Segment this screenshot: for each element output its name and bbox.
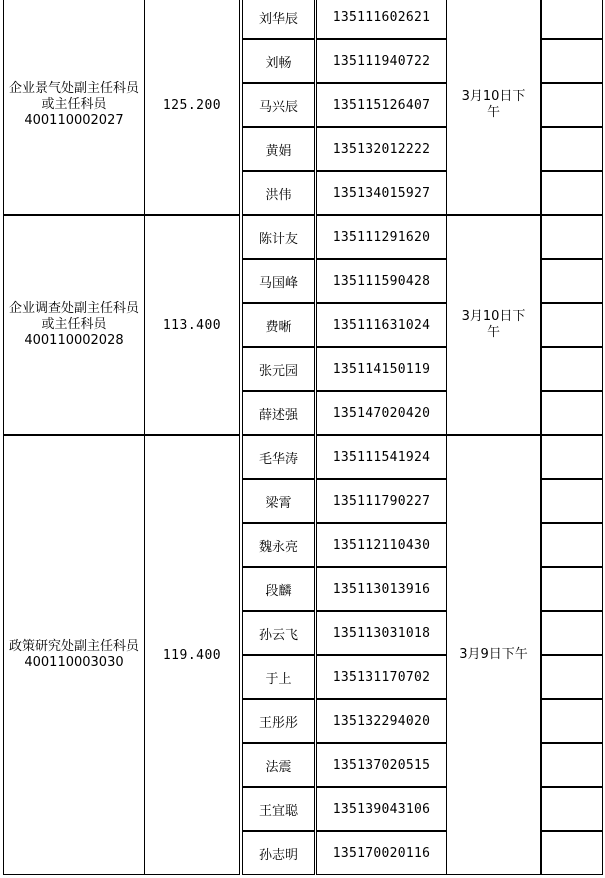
candidate-name-cell [242, 215, 315, 259]
candidate-name-cell [242, 787, 315, 831]
candidate-number-cell-text: 135113013916 [332, 581, 431, 597]
candidate-number-cell [316, 83, 447, 127]
candidate-number-cell [316, 655, 447, 699]
candidate-name-cell [242, 655, 315, 699]
candidate-number-cell [316, 215, 447, 259]
candidate-number-cell-text: 135115126407 [332, 97, 431, 113]
remark-cell [541, 699, 603, 743]
remark-cell [541, 303, 603, 347]
min-score-cell [144, 0, 240, 215]
candidate-name-cell [242, 83, 315, 127]
candidate-name-cell-text: 王宜聪 [258, 803, 298, 819]
candidate-number-cell-text: 135147020420 [332, 405, 431, 421]
candidate-name-cell [242, 523, 315, 567]
candidate-number-cell [316, 435, 447, 479]
candidate-name-cell-text: 张元园 [258, 363, 298, 379]
candidate-name-cell [242, 479, 315, 523]
candidate-name-cell-text: 黄娟 [265, 143, 292, 159]
candidate-number-cell [316, 347, 447, 391]
candidate-name-cell [242, 347, 315, 391]
candidate-name-cell-text: 马兴辰 [258, 99, 298, 115]
candidate-number-cell [316, 523, 447, 567]
position-cell-text: 企业调查处副主任科员或主任科员400110002028 [8, 301, 139, 348]
candidate-number-cell [316, 0, 447, 39]
candidate-number-cell [316, 259, 447, 303]
candidate-name-cell-text: 刘华辰 [258, 11, 298, 27]
remark-cell [541, 259, 603, 303]
position-cell [3, 215, 145, 435]
candidate-number-cell [316, 303, 447, 347]
candidate-number-cell-text: 135170020116 [332, 845, 431, 861]
candidate-number-cell-text: 135112110430 [332, 537, 431, 553]
candidate-number-cell-text: 135139043106 [332, 801, 431, 817]
candidate-number-cell-text: 135111631024 [332, 317, 431, 333]
candidate-number-cell-text: 135114150119 [332, 361, 431, 377]
candidate-name-cell [242, 699, 315, 743]
remark-cell [541, 787, 603, 831]
remark-cell [541, 523, 603, 567]
position-cell [3, 0, 145, 215]
candidate-name-cell [242, 391, 315, 435]
candidate-number-cell [316, 567, 447, 611]
candidate-name-cell-text: 费晰 [265, 319, 292, 335]
candidate-name-cell [242, 567, 315, 611]
remark-cell [541, 83, 603, 127]
candidate-name-cell [242, 611, 315, 655]
candidate-name-cell [242, 0, 315, 39]
min-score-cell [144, 215, 240, 435]
candidate-name-cell [242, 435, 315, 479]
candidate-name-cell [242, 303, 315, 347]
candidate-name-cell-text: 魏永亮 [258, 539, 298, 555]
remark-cell [541, 743, 603, 787]
remark-cell [541, 39, 603, 83]
candidate-name-cell-text: 洪伟 [265, 187, 292, 203]
candidate-number-cell-text: 135111602621 [332, 9, 431, 25]
remark-cell [541, 215, 603, 259]
remark-cell [541, 611, 603, 655]
candidate-name-cell-text: 梁霄 [265, 495, 292, 511]
candidate-number-cell-text: 135134015927 [332, 185, 431, 201]
candidate-number-cell-text: 135111590428 [332, 273, 431, 289]
candidate-name-cell [242, 743, 315, 787]
candidate-number-cell-text: 135137020515 [332, 757, 431, 773]
remark-cell [541, 347, 603, 391]
candidate-number-cell-text: 135111940722 [332, 53, 431, 69]
candidate-name-cell-text: 段麟 [265, 583, 292, 599]
candidate-number-cell-text: 135131170702 [332, 669, 431, 685]
min-score-cell-text: 119.400 [162, 647, 222, 663]
candidate-number-cell [316, 831, 447, 875]
candidate-number-cell-text: 135111790227 [332, 493, 431, 509]
candidate-number-cell [316, 787, 447, 831]
candidate-name-cell [242, 171, 315, 215]
candidate-name-cell-text: 于上 [265, 671, 292, 687]
candidate-number-cell [316, 611, 447, 655]
min-score-cell-text: 113.400 [162, 317, 222, 333]
remark-cell [541, 479, 603, 523]
candidate-number-cell [316, 171, 447, 215]
interview-time-cell [446, 215, 541, 435]
remark-cell [541, 435, 603, 479]
remark-cell [541, 655, 603, 699]
remark-cell [541, 567, 603, 611]
candidate-name-cell-text: 薛述强 [258, 407, 298, 423]
remark-cell [541, 0, 603, 39]
candidate-name-cell-text: 孙云飞 [258, 627, 298, 643]
candidate-name-cell-text: 毛华涛 [258, 451, 298, 467]
candidate-number-cell-text: 135111541924 [332, 449, 431, 465]
candidate-number-cell [316, 127, 447, 171]
min-score-cell [144, 435, 240, 875]
candidate-number-cell-text: 135113031018 [332, 625, 431, 641]
candidate-name-cell [242, 259, 315, 303]
candidate-number-cell [316, 391, 447, 435]
candidate-name-cell-text: 刘畅 [265, 55, 292, 71]
interview-time-cell-text: 3月10日下午 [461, 89, 526, 120]
remark-cell [541, 127, 603, 171]
candidate-name-cell-text: 孙志明 [258, 847, 298, 863]
position-cell-text: 企业景气处副主任科员或主任科员400110002027 [8, 81, 139, 128]
candidate-name-cell [242, 127, 315, 171]
candidate-name-cell [242, 831, 315, 875]
remark-cell [541, 831, 603, 875]
interview-time-cell-text: 3月9日下午 [459, 647, 528, 662]
interview-time-cell [446, 435, 541, 875]
candidate-name-cell-text: 王彤彤 [258, 715, 298, 731]
position-cell-text: 政策研究处副主任科员400110003030 [8, 639, 139, 670]
position-cell [3, 435, 145, 875]
candidate-name-cell-text: 法震 [265, 759, 292, 775]
candidate-name-cell-text: 马国峰 [258, 275, 298, 291]
interview-time-cell-text: 3月10日下午 [461, 309, 526, 340]
candidate-number-cell [316, 39, 447, 83]
candidate-number-cell-text: 135132012222 [332, 141, 431, 157]
remark-cell [541, 171, 603, 215]
candidate-number-cell [316, 479, 447, 523]
candidate-number-cell [316, 699, 447, 743]
candidate-number-cell-text: 135132294020 [332, 713, 431, 729]
remark-cell [541, 391, 603, 435]
interview-time-cell [446, 0, 541, 215]
candidate-name-cell [242, 39, 315, 83]
candidate-number-cell-text: 135111291620 [332, 229, 431, 245]
candidate-name-cell-text: 陈计友 [258, 231, 298, 247]
min-score-cell-text: 125.200 [162, 97, 222, 113]
candidate-number-cell [316, 743, 447, 787]
